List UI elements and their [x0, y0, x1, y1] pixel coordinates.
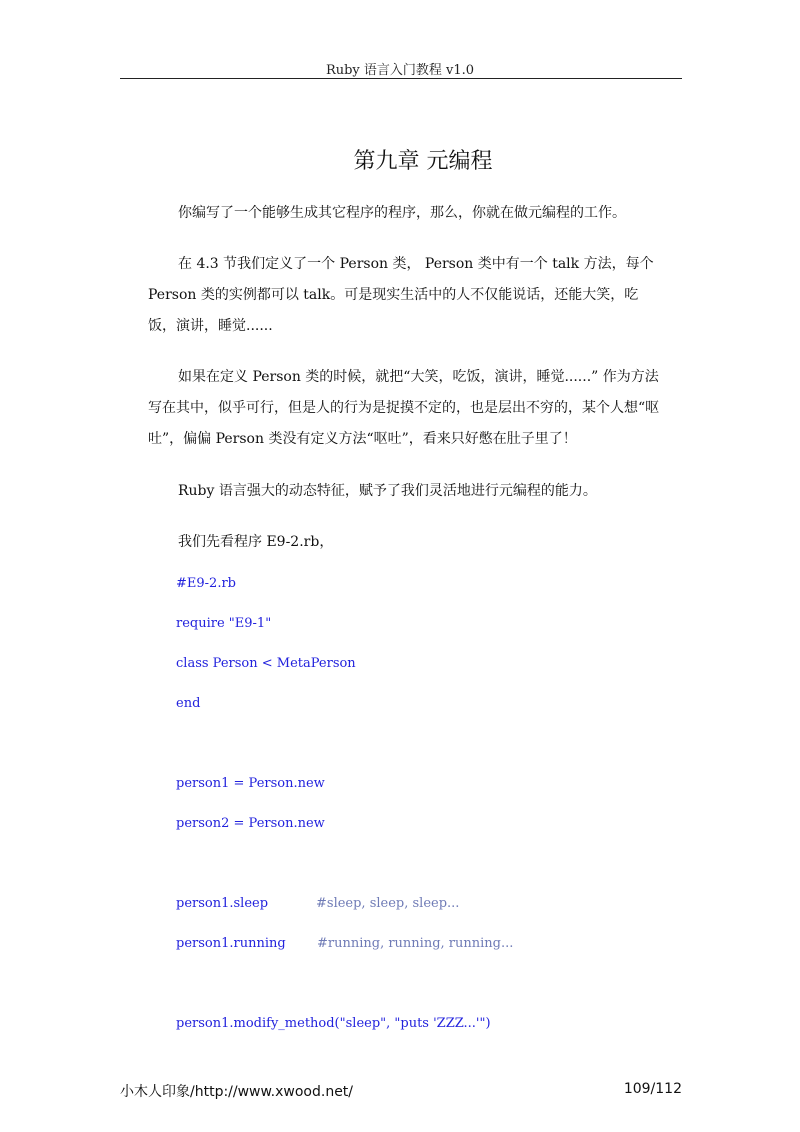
footer-site: 小木人印象/http://www.xwood.net/ — [120, 1084, 354, 1100]
paragraph-text: 你编写了一个能够生成其它程序的程序，那么，你就在做元编程的工作。 — [178, 205, 626, 221]
paragraph-text: Ruby 语言强大的动态特征，赋予了我们灵活地进行元编程的能力。 — [178, 483, 597, 499]
paragraph-dynamic — [148, 476, 662, 507]
paragraph-text: 我们先看程序 E9-2.rb， — [178, 534, 334, 550]
paragraph-person-class — [148, 249, 662, 342]
paragraph-text: 如果在定义 Person 类的时候，就把“大笑，吃饭，演讲，睡觉......” 作为方法写在其中，似乎可行，但是人的行为是捉摸不定的，也是层出不穷的，某个人想“呕吐”，偏偏 Person 类没有定义方法“呕吐”，看来只好憋在肚子里了！ — [148, 369, 660, 447]
paragraph-intro — [148, 198, 662, 229]
code-line: class Person < MetaPerson — [176, 656, 356, 671]
footer-page-number: 109/112 — [623, 1081, 682, 1097]
paragraph-program-intro — [148, 527, 662, 558]
code-line: #E9-2.rb — [176, 576, 236, 591]
code-line: person1 = Person.new — [176, 776, 325, 791]
code-comment: #running, running, running... — [317, 936, 514, 951]
paragraph-text: 在 4.3 节我们定义了一个 Person 类， Person 类中有一个 talk 方法，每个Person 类的实例都可以 talk。可是现实生活中的人不仅能说话，还能大笑，吃饭，演讲，睡觉...... — [148, 256, 654, 334]
code-line: person1.modify_method("sleep", "puts 'ZZZ...'") — [176, 1016, 491, 1031]
header-title: Ruby 语言入门教程 v1.0 — [325, 63, 475, 78]
code-comment: #sleep, sleep, sleep... — [316, 896, 460, 911]
code-line: person2 = Person.new — [176, 816, 325, 831]
code-line: person1.sleep — [176, 896, 269, 911]
code-line: person1.running — [176, 936, 286, 951]
chapter-title: 第九章 元编程 — [353, 149, 493, 174]
code-line: end — [176, 696, 201, 711]
code-line: require "E9-1" — [176, 616, 272, 631]
header-divider — [120, 78, 682, 79]
paragraph-behaviors — [148, 362, 662, 455]
